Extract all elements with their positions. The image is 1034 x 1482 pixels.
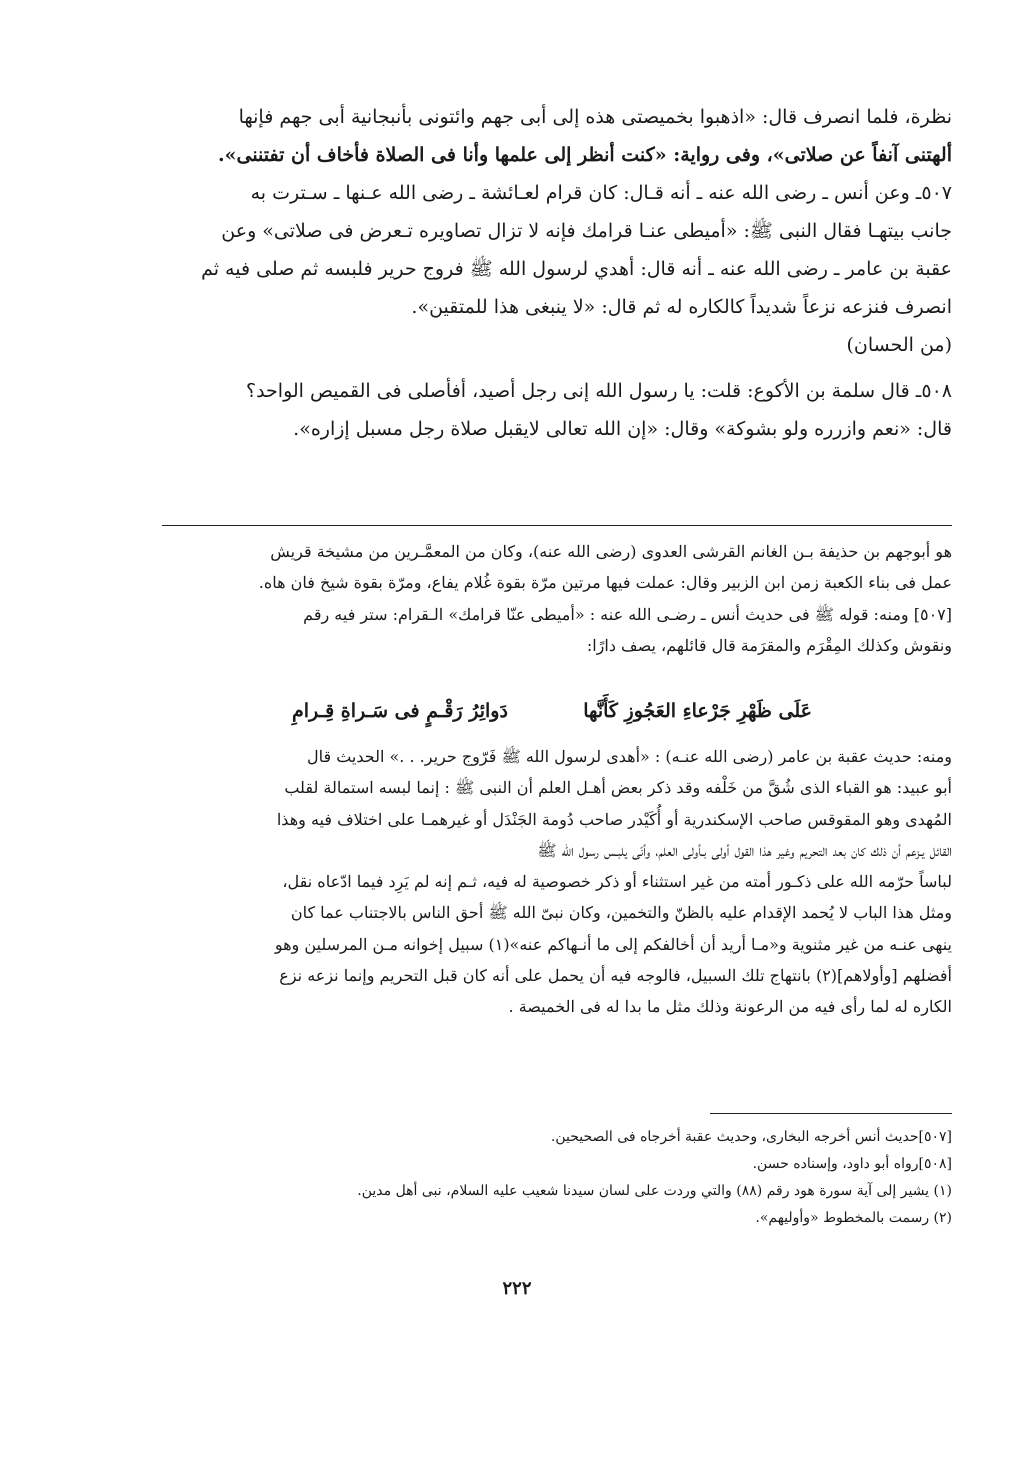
verse-second-hemistich: دَوائِرُ رَقْـمٍ فى سَـراةِ قِـرامِ [292, 700, 508, 722]
section-label-hisan: (من الحسان) [846, 334, 952, 356]
commentary-line: لباساً حرّمه الله على ذكـور أمته من غير استثناء أو ذكر خصوصية له فيه، ثـم إنه لم يَرِد فيما ادّعاه نقل، [282, 872, 952, 892]
commentary-line: عمل فى بناء الكعبة زمن ابن الزبير وقال: عملت فيها مرتين مرّة بقوة غُلام يفاع، ومرّة بقوة شيخ فان هاه. [258, 573, 952, 593]
commentary-line: هو أبوجهم بن حذيفة بـن الغانم القرشى العدوى (رضى الله عنه)، وكان من المعمَّـرين من مشيخة قريش [270, 542, 952, 561]
commentary-line: القائل يـزعم أن ذلك كان بعد التحريم وغير هذا القول أولى بـأولى العلم، وأنّى يلبـس رسول الله ﷺ [537, 840, 952, 860]
main-line: جانب بيتهـا فقال النبى ﷺ: «أميطى عنـا قرامك فإنه لا تزال تصاويره تـعرض فى صلاتى» وعن [221, 220, 952, 242]
footnote: [٥٠٧]حديث أنس أخرجه البخارى، وحديث عقبة أخرجاه فى الصحيحين. [550, 1129, 952, 1145]
main-line: انصرف فنزعه نزعاً شديداً كالكاره له ثم قال: «لا ينبغى هذا للمتقين». [411, 296, 952, 318]
commentary-line: المُهدى وهو المقوقس صاحب الإسكندرية أو أُكَيْدر صاحب دُومة الجَنْدَل أو غيرهمـا على اختلاف فيه وهذا [276, 809, 952, 829]
footnote-divider [710, 1113, 952, 1114]
footnote: (١) يشير إلى آية سورة هود رقم (٨٨) والتي وردت على لسان سيدنا شعيب عليه السلام، نبى أهل مدين. [357, 1183, 952, 1199]
hadith-508: ٥٠٨ـ قال سلمة بن الأكوع: قلت: يا رسول الله إنى رجل أصيد، أفأصلى فى القميص الواحد؟ [245, 380, 952, 402]
hadith-507: ٥٠٧ـ وعن أنس ـ رضى الله عنه ـ أنه قـال: كان قرام لعـائشة ـ رضى الله عـنها ـ سـترت به [250, 182, 952, 204]
poetry-verse [162, 700, 952, 736]
main-line: ألهتنى آنفاً عن صلاتى»، وفى رواية: «كنت أنظر إلى علمها وأنا فى الصلاة فأخاف أن تفتننى». [218, 144, 952, 166]
footnote: (٢) رسمت بالمخطوط «وأوليهم». [755, 1210, 952, 1226]
main-text [162, 98, 952, 448]
commentary-top [162, 536, 952, 661]
verse-first-hemistich: عَلَى ظَهْرِ جَرْعاءِ العَجُوزِ كَأَنَّها [583, 700, 812, 722]
commentary-line: [٥٠٧] ومنه: قوله ﷺ فى حديث أنس ـ رضـى الله عنه : «أميطى عنّا قرامك» الـقرام: ستر فيه رقم [303, 604, 952, 624]
commentary-line: الكاره له لما رأى فيه من الرعونة وذلك مثل ما بدا له فى الخميصة . [508, 997, 952, 1017]
commentary-line: أبو عبيد: هو القباء الذى شُقَّ من خَلْفه وقد ذكر بعض أهـل العلم أن النبى ﷺ : إنما لبسه استمالة لقلب [284, 778, 952, 798]
commentary-line: أفضلهم [وأولاهم](٢) بانتهاج تلك السبيل، فالوجه فيه أن يحمل على أنه كان قبل التحريم وإنما نزعه نزع [279, 966, 952, 986]
main-line: عقبة بن عامر ـ رضى الله عنه ـ أنه قال: أهدي لرسول الله ﷺ فروج حرير فلبسه ثم صلى فيه ثم [201, 258, 952, 280]
footnotes [162, 1124, 952, 1232]
commentary-line: ينهى عنـه من غير مثنوية و«مـا أريد أن أخالفكم إلى ما أنـهاكم عنه»(١) سبيل إخوانه مـن المرسلين وهو [274, 934, 952, 954]
footnote: [٥٠٨]رواه أبو داود، وإسناده حسن. [752, 1156, 952, 1172]
commentary-line: ونقوش وكذلك المِقْرَم والمقرَمة قال قائلهم، يصف دارًا: [586, 635, 952, 655]
commentary-line: ومثل هذا الباب لا يُحمد الإقدام عليه بالظنّ والتخمين، وكان نبىّ الله ﷺ أحق الناس بالاجتناب عما كان [290, 903, 952, 923]
main-line: قال: «نعم وازرره ولو بشوكة» وقال: «إن الله تعالى لايقبل صلاة رجل مسبل إزاره». [293, 418, 952, 440]
commentary-line: ومنه: حديث عقبة بن عامر (رضى الله عنـه) : «أهدى لرسول الله ﷺ فَرّوج حرير. . .» الحديث قال [306, 747, 952, 766]
main-divider [162, 525, 952, 526]
page-number: ٢٢٢ [502, 1278, 532, 1299]
commentary-bottom [162, 741, 952, 1023]
main-line: نظرة، فلما انصرف قال: «اذهبوا بخميصتى هذه إلى أبى جهم وائتونى بأنبجانية أبى جهم فإنها [238, 106, 952, 128]
